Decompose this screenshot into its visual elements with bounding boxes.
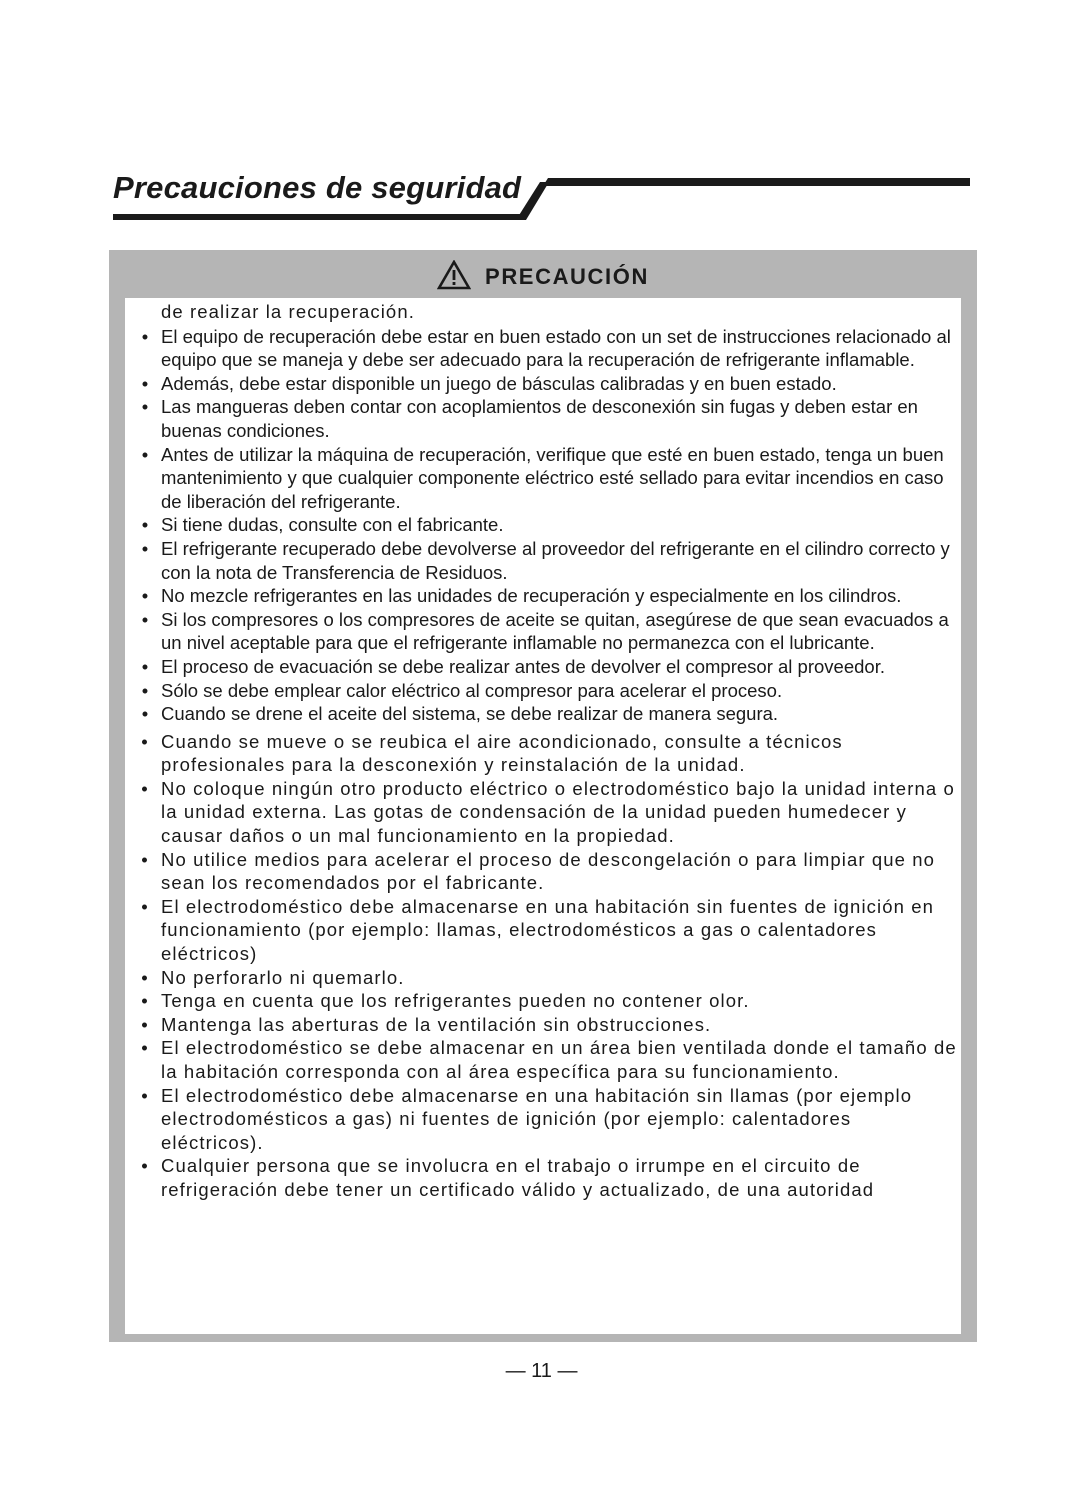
list-item-text: Tenga en cuenta que los refrigerantes pueden no contener olor. — [161, 990, 750, 1012]
bullet-icon: • — [141, 1037, 149, 1059]
list-item — [133, 537, 959, 584]
list-item-text: Si los compresores o los compresores de aceite se quitan, asegúrese de que sean evacuados a un nivel aceptable para que el refrigerante inflamable no permanezca con el lubricante. — [161, 608, 949, 654]
bullet-icon: • — [141, 372, 149, 394]
list-item — [133, 655, 959, 679]
list-item-text: El refrigerante recuperado debe devolverse al proveedor del refrigerante en el cilindro correcto y con la nota de Transferencia de Residuos. — [161, 537, 950, 583]
list-item — [133, 1154, 959, 1201]
list-item-text: El electrodoméstico debe almacenarse en una habitación sin fuentes de ignición en funcionamiento (por ejemplo: llamas, electrodomésticos a gas o calentadores eléctricos) — [161, 895, 935, 965]
list-item — [133, 608, 959, 655]
bullet-icon: • — [141, 730, 149, 752]
list-item-text: No coloque ningún otro producto eléctrico o electrodoméstico bajo la unidad interna o la unidad externa. Las gotas de condensación de la unidad pueden humedecer y causar daños o un mal funcionamiento en la propiedad. — [161, 777, 955, 847]
list-item-text: Mantenga las aberturas de la ventilación sin obstrucciones. — [161, 1013, 712, 1035]
list-item-text: Cualquier persona que se involucra en el trabajo o irrumpe en el circuito de refrigeración debe tener un certificado válido y actualizado, de una autoridad — [161, 1155, 875, 1200]
list-item — [133, 895, 959, 966]
section-header — [0, 0, 1083, 240]
bullet-icon: • — [141, 848, 149, 870]
list-item-text: Sólo se debe emplear calor eléctrico al compresor para acelerar el proceso. — [161, 679, 783, 701]
list-item — [133, 395, 959, 442]
bullet-icon: • — [141, 679, 149, 701]
bullet-icon: • — [141, 585, 149, 607]
caution-list — [133, 325, 959, 1202]
list-item-text: El proceso de evacuación se debe realizar antes de devolver el compresor al proveedor. — [161, 655, 885, 677]
caution-box — [109, 250, 977, 1342]
list-item — [133, 443, 959, 514]
list-item-text: Cuando se mueve o se reubica el aire acondicionado, consulte a técnicos profesionales para la desconexión y reinstalación de la unidad. — [161, 730, 843, 776]
caution-content — [125, 298, 961, 1334]
page-number: — 11 — — [505, 1360, 578, 1382]
bullet-icon: • — [141, 1084, 149, 1106]
list-item-text: Las mangueras deben contar con acoplamientos de desconexión sin fugas y deben estar en buenas condiciones. — [161, 396, 918, 441]
bullet-icon: • — [141, 703, 149, 725]
list-item — [133, 372, 959, 396]
list-item — [133, 584, 959, 608]
bullet-icon: • — [141, 990, 149, 1012]
list-item — [133, 966, 959, 990]
bullet-icon: • — [141, 514, 149, 536]
list-item-text: No utilice medios para acelerar el proceso de descongelación o para limpiar que no sean los recomendados por el fabricante. — [161, 848, 936, 894]
list-item — [133, 702, 959, 726]
list-item — [133, 1036, 959, 1083]
bullet-icon: • — [141, 1013, 149, 1035]
list-item — [133, 513, 959, 537]
list-item-text: No mezcle refrigerantes en las unidades de recuperación y especialmente en los cilindros. — [161, 585, 902, 607]
list-item — [133, 679, 959, 703]
caution-text-block — [133, 300, 959, 1202]
caution-header — [109, 250, 977, 298]
bullet-icon: • — [141, 966, 149, 988]
list-item — [133, 1013, 959, 1037]
list-item-text: El electrodoméstico debe almacenarse en una habitación sin llamas (por ejemplo electrodomésticos a gas) ni fuentes de ignición (por ejemplo: calentadores eléctricos). — [161, 1084, 913, 1153]
page-title: Precauciones de seguridad — [113, 170, 522, 205]
bullet-icon: • — [141, 895, 149, 917]
list-item — [133, 848, 959, 895]
list-item-text: Antes de utilizar la máquina de recuperación, verifique que esté en buen estado, tenga un buen mantenimiento y que cualquier componente eléctrico esté sellado para evitar incendios en caso de liberación del refrigerante. — [161, 443, 944, 512]
bullet-icon: • — [141, 443, 149, 465]
bullet-icon: • — [141, 1155, 149, 1177]
bullet-icon: • — [141, 325, 149, 347]
list-item-text: El electrodoméstico se debe almacenar en un área bien ventilada donde el tamaño de la habitación corresponda con al área específica para su funcionamiento. — [161, 1037, 957, 1082]
bullet-icon: • — [141, 537, 149, 559]
list-item — [133, 1084, 959, 1155]
list-item-text: Además, debe estar disponible un juego de básculas calibradas y en buen estado. — [161, 372, 837, 394]
list-item — [133, 730, 959, 777]
bullet-icon: • — [141, 777, 149, 799]
bullet-icon: • — [141, 655, 149, 677]
caution-title: PRECAUCIÓN — [485, 264, 649, 289]
list-item — [133, 989, 959, 1013]
list-item-text: Cuando se drene el aceite del sistema, se debe realizar de manera segura. — [161, 703, 779, 725]
warning-triangle-icon — [437, 260, 471, 290]
list-item-text: Si tiene dudas, consulte con el fabricante. — [161, 514, 504, 536]
list-item — [133, 777, 959, 848]
list-item-text: No perforarlo ni quemarlo. — [161, 966, 405, 988]
list-item — [133, 325, 959, 372]
bullet-icon: • — [141, 396, 149, 418]
continued-text: de realizar la recuperación. — [161, 301, 415, 322]
bullet-icon: • — [141, 608, 149, 630]
title-underline — [113, 214, 525, 220]
list-item-text: El equipo de recuperación debe estar en buen estado con un set de instrucciones relacionado al equipo que se maneja y debe ser adecuado para la recuperación de refrigerante inflamable. — [161, 325, 951, 371]
